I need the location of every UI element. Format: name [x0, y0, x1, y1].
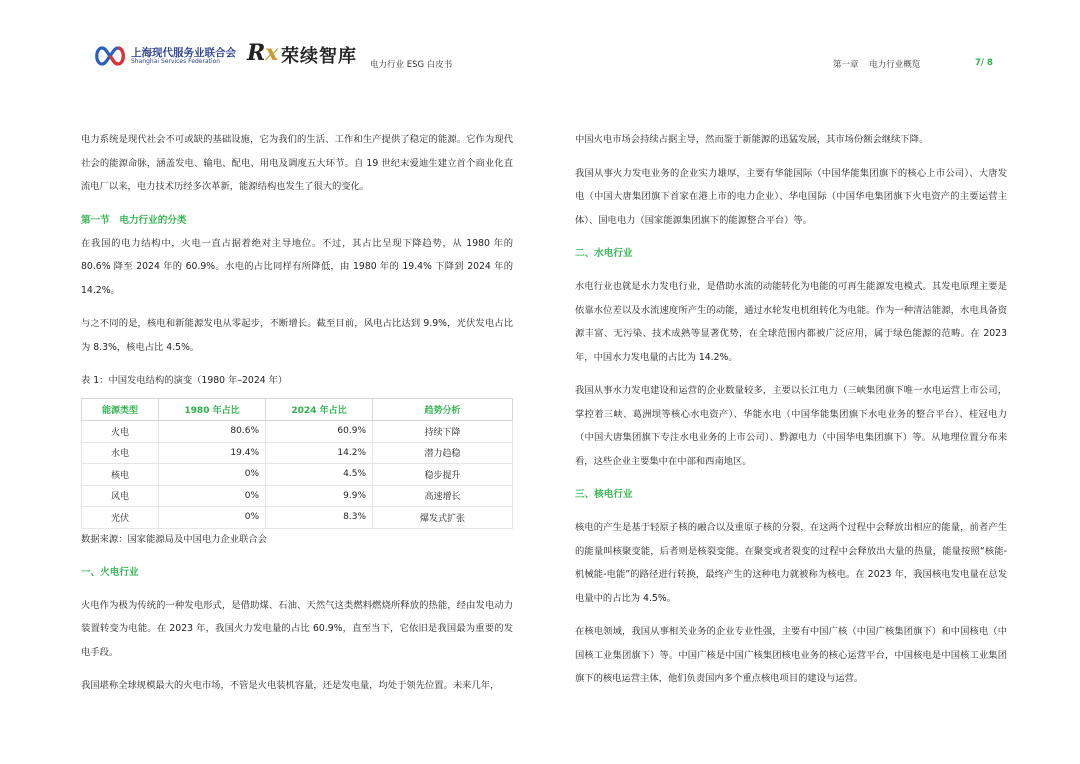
table-cell: 潜力趋稳 [373, 442, 513, 464]
table-cell: 0% [159, 464, 266, 486]
table-row [82, 507, 513, 529]
table-cell: 风电 [82, 485, 159, 507]
page-number: 7/ 8 [975, 58, 993, 68]
paragraph: 我国从事水力发电建设和运营的企业数量较多，主要以长江电力（三峡集团旗下唯一水电运营上市公司，掌控着三峡、葛洲坝等核心水电资产）、华能水电（中国华能集团旗下水电业务的整合平台）、桂冠电力（中国大唐集团旗下专注水电业务的上市公司）、黔源电力（中国华电集团旗下）等。从地理位置分布来看，这些企业主要集中在中部和西南地区。 [575, 385, 1007, 467]
table-row [82, 442, 513, 464]
table-header-row [82, 399, 513, 421]
table-row [82, 421, 513, 443]
section-heading: 一、火电行业 [81, 566, 139, 578]
ssf-emblem-icon [93, 44, 127, 68]
table-cell: 光伏 [82, 507, 159, 529]
rongxu-mark-x: x [265, 40, 279, 66]
table-caption: 表 1：中国发电结构的演变（1980 年–2024 年） [81, 375, 288, 386]
ssf-logo [93, 44, 236, 68]
table-cell: 0% [159, 507, 266, 529]
table-header-cell: 2024 年占比 [266, 399, 373, 421]
table-cell: 60.9% [266, 421, 373, 443]
paragraph: 中国火电市场会持续占据主导，然而鉴于新能源的迅猛发展，其市场份额会继续下降。 [575, 134, 929, 145]
paragraph: 火电作为极为传统的一种发电形式，是借助煤、石油、天然气这类燃料燃烧所释放的热能，经由发电动力装置转变为电能。在 2023 年，我国火力发电量的占比 60.9%，直至当下，它依旧是我国最为重要的发电手段。 [81, 599, 513, 658]
section-heading: 第一节 电力行业的分类 [81, 214, 187, 226]
rongxu-mark-r: R [247, 40, 266, 66]
document-title: 电力行业 ESG 白皮书 [370, 60, 453, 70]
generation-structure-table [81, 398, 513, 529]
ssf-name: 上海现代服务业联合会 [131, 47, 236, 59]
table-cell: 核电 [82, 464, 159, 486]
paragraph: 与之不同的是，核电和新能源发电从零起步，不断增长。截至目前，风电占比达到 9.9%，光伏发电占比为 8.3%，核电占比 4.5%。 [81, 318, 513, 353]
table-cell: 持续下降 [373, 421, 513, 443]
right-column [575, 128, 1007, 691]
table-row [82, 464, 513, 486]
paragraph: 我国堪称全球规模最大的火电市场，不管是火电装机容量，还是发电量，均处于领先位置。未来几年， [81, 680, 500, 691]
table-cell: 0% [159, 485, 266, 507]
intro-paragraph: 电力系统是现代社会不可或缺的基础设施，它为我们的生活、工作和生产提供了稳定的能源。它作为现代社会的能源命脉，涵盖发电、输电、配电、用电及调度五大环节。自 19 世纪末爱迪生建立首个商业化直流电厂以来，电力技术历经多次革新，能源结构也发生了很大的变化。 [81, 134, 513, 192]
paragraph: 核电的产生是基于轻原子核的融合以及重原子核的分裂，在这两个过程中会释放出相应的能量，前者产生的能量叫核聚变能，后者则是核裂变能。在聚变或者裂变的过程中会释放出大量的热量，能量按照“核能-机械能-电能”的路径进行转换，最终产生的这种电力就被称为核电。在 2023 年，我国核电发电量在总发电量中的占比为 4.5%。 [575, 522, 1007, 604]
rongxu-name: 荣续智库 [281, 46, 357, 67]
table-cell: 火电 [82, 421, 159, 443]
paragraph: 在我国的电力结构中，火电一直占据着绝对主导地位。不过，其占比呈现下降趋势，从 1980 年的 80.6% 降至 2024 年的 60.9%。水电的占比同样有所降低，由 1980 年的 19.4% 下降到 2024 年的 14.2%。 [81, 237, 513, 296]
table-cell: 19.4% [159, 442, 266, 464]
table-cell: 4.5% [266, 464, 373, 486]
table-header-cell: 1980 年占比 [159, 399, 266, 421]
table-cell: 高速增长 [373, 485, 513, 507]
table-source: 数据来源：国家能源局及中国电力企业联合会 [81, 533, 267, 545]
paragraph: 我国从事火力发电业务的企业实力雄厚，主要有华能国际（中国华能集团旗下的核心上市公司）、大唐发电（中国大唐集团旗下首家在港上市的电力企业）、华电国际（中国华电集团旗下火电资产的主要运营主体）、国电电力（国家能源集团旗下的能源整合平台）等。 [575, 167, 1007, 226]
section-heading: 二、水电行业 [575, 248, 633, 259]
paragraph: 在核电领域，我国从事相关业务的企业专业性强，主要有中国广核（中国广核集团旗下）和中国核电（中国核工业集团旗下）等。中国广核是中国广核集团核电业务的核心运营平台，中国核电是中国核工业集团旗下的核电运营主体，他们负责国内多个重点核电项目的建设与运营。 [575, 626, 1007, 684]
left-column [81, 128, 513, 698]
table-cell: 14.2% [266, 442, 373, 464]
table-row [82, 485, 513, 507]
chapter-label: 第一章 电力行业概览 [833, 60, 921, 70]
ssf-name-en: Shanghai Services Federation [131, 58, 221, 65]
section-heading: 三、核电行业 [575, 489, 633, 500]
table-cell: 9.9% [266, 485, 373, 507]
page-header [0, 0, 1080, 90]
table-cell: 爆发式扩张 [373, 507, 513, 529]
table-header-cell: 能源类型 [82, 399, 159, 421]
paragraph: 水电行业也就是水力发电行业，是借助水流的动能转化为电能的可再生能源发电模式。其发电原理主要是依靠水位差以及水流速度所产生的动能，通过水轮发电机组转化为电能。作为一种清洁能源，水电具备资源丰富、无污染、技术成熟等显著优势，在全球范围内都被广泛应用，属于绿色能源的范畴。在 2023 年，中国水力发电量的占比为 14.2%。 [575, 281, 1007, 363]
table-cell: 稳步提升 [373, 464, 513, 486]
rongxu-mark [247, 40, 278, 66]
table-cell: 8.3% [266, 507, 373, 529]
table-cell: 水电 [82, 442, 159, 464]
table-cell: 80.6% [159, 421, 266, 443]
table-header-cell: 趋势分析 [373, 399, 513, 421]
